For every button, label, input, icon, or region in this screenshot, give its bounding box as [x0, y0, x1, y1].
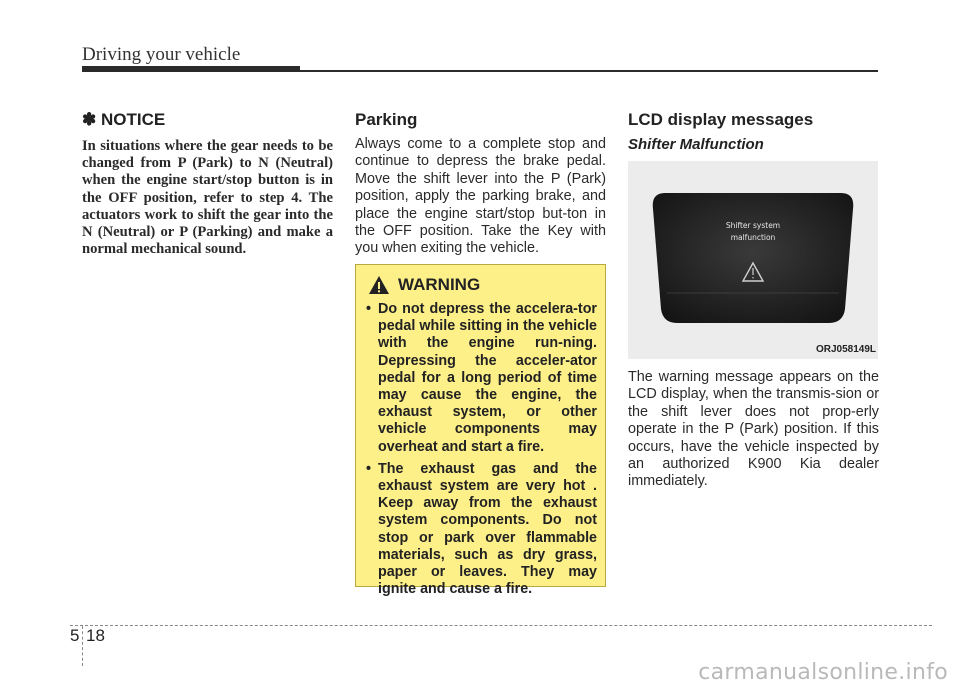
parking-column — [355, 110, 606, 258]
section-number: 5 — [70, 626, 80, 645]
lcd-body: The warning message appears on the LCD display, when the transmis-sion or the shift lever does not prop-erly operate in the P (Park) position. If this occurs, have the vehicle inspected by an authorized K900 Kia dealer immediately. — [628, 369, 879, 490]
header-bar — [82, 66, 300, 72]
page-header-title: Driving your vehicle — [82, 44, 241, 65]
footer-rule — [70, 625, 932, 626]
lcd-subtitle: Shifter Malfunction — [628, 136, 764, 153]
warning-triangle-icon — [368, 275, 390, 295]
lcd-screen-line2: malfunction — [730, 233, 776, 242]
warning-list — [364, 301, 597, 598]
warning-item: • The exhaust gas and the exhaust system are very hot . Keep away from the exhaust system components. Do not stop or park over flammable materials, such as dry grass, paper or leaves. They may ignite and cause a fire. — [364, 461, 597, 599]
lcd-column — [628, 110, 879, 491]
lcd-screen-line1: Shifter system — [725, 221, 781, 230]
lcd-figure — [628, 161, 878, 359]
warning-title: WARNING — [398, 275, 481, 294]
warning-item: • Do not depress the accelera-tor pedal while sitting in the vehicle with the engine run-ning. Depressing the acceler-ator pedal for a long period of time may cause the engine, the exhaust system, or other vehicle components may overheat and start a fire. — [364, 301, 597, 456]
warning-box — [355, 264, 606, 598]
parking-title: Parking — [355, 110, 418, 129]
warning-header — [368, 275, 597, 295]
footer-divider — [82, 626, 83, 666]
figure-code: ORJ058149L — [815, 344, 876, 355]
header-rule — [300, 70, 878, 72]
notice-body: In situations where the gear needs to be changed from P (Park) to N (Neutral) when the engine start/stop button is in the OFF position, refer to step 4. The actuators work to shift the gear into the N (Neutral) or P (Parking) and make a normal mechanical sound. — [82, 138, 333, 258]
page-number: 18 — [86, 626, 105, 645]
parking-body: Always come to a complete stop and continue to depress the brake pedal. Move the shift lever into the P (Park) position, apply the parking brake, and place the engine start/stop but-ton in the OFF position. Take the Key with you when exiting the vehicle. — [355, 136, 606, 257]
watermark-text: carmanualsonline.info — [698, 660, 948, 685]
lcd-title: LCD display messages — [628, 110, 814, 129]
notice-column — [82, 110, 333, 258]
notice-title: ✽ NOTICE — [82, 110, 166, 129]
lcd-screen-image — [647, 191, 859, 325]
